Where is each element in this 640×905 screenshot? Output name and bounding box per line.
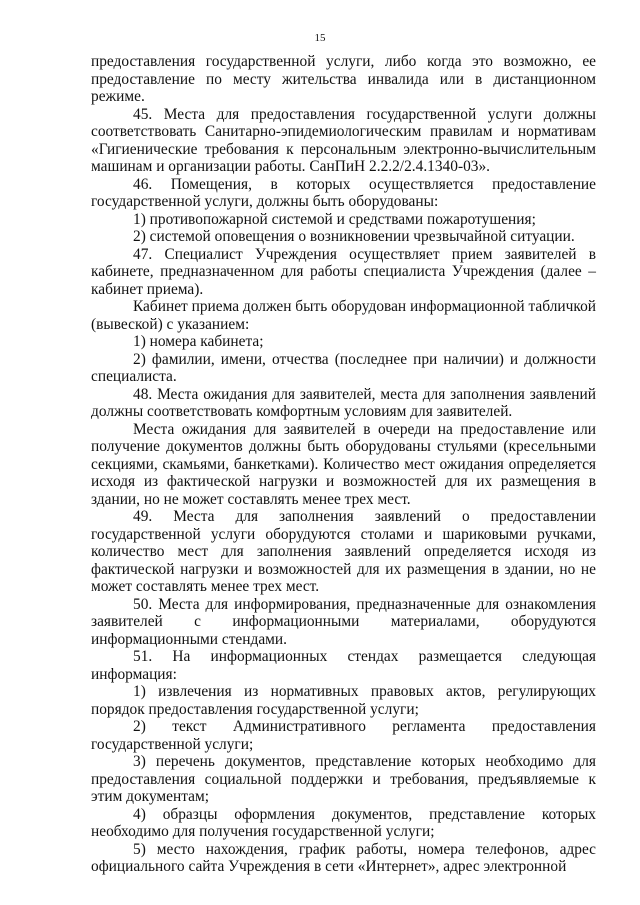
paragraph: 4) образцы оформления документов, представление которых необходимо для получения государственной услуги;: [91, 805, 596, 840]
paragraph: 5) место нахождения, график работы, номера телефонов, адрес официального сайта Учреждения в сети «Интернет», адрес электронной: [91, 840, 596, 875]
paragraph: 1) номера кабинета;: [133, 333, 264, 350]
paragraph: 46. Помещения, в которых осуществляется предоставление государственной услуги, должны быть оборудованы:: [91, 175, 596, 210]
paragraph: Места ожидания для заявителей в очереди на предоставление или получение документов должны быть оборудованы стульями (кресельными секциями, скамьями, банкетками). Количество мест ожидания определяется исходя из фактической нагрузки и возможностей для их размещения в здании, но не может составлять менее трех мест.: [91, 420, 596, 508]
paragraph: 47. Специалист Учреждения осуществляет прием заявителей в кабинете, предназначенном для работы специалиста Учреждения (далее – кабинет приема).: [91, 245, 596, 298]
page-number: 15: [314, 32, 326, 44]
paragraph: 48. Места ожидания для заявителей, места для заполнения заявлений должны соответствовать комфортным условиям для заявителей.: [91, 385, 596, 420]
paragraph: 51. На информационных стендах размещается следующая информация:: [91, 648, 596, 683]
paragraph: 50. Места для информирования, предназначенные для ознакомления заявителей с информационными материалами, оборудуются информационными стендами.: [91, 595, 596, 648]
paragraph: 3) перечень документов, представление которых необходимо для предоставления социальной поддержки и требования, предъявляемые к этим документам;: [91, 753, 596, 805]
paragraph: 1) извлечения из нормативных правовых актов, регулирующих порядок предоставления государственной услуги;: [91, 683, 596, 718]
paragraph: 2) фамилии, имени, отчества (последнее при наличии) и должности специалиста.: [91, 350, 596, 385]
paragraph: предоставления государственной услуги, либо когда это возможно, ее предоставление по месту жительства инвалида или в дистанционном режиме.: [91, 53, 596, 105]
paragraph: 2) текст Административного регламента предоставления государственной услуги;: [91, 718, 596, 753]
document-body: [91, 53, 596, 876]
paragraph: 45. Места для предоставления государственной услуги должны соответствовать Санитарно-эпидемиологическим правилам и нормативам «Гигиенические требования к персональным электронно-вычислительным машинам и организации работы. СанПиН 2.2.2/2.4.1340-03».: [91, 105, 596, 175]
paragraph: 49. Места для заполнения заявлений о предоставлении государственной услуги оборудуются столами и шариковыми ручками, количество мест для заполнения заявлений определяется исходя из фактической нагрузки и возможностей для их размещения в здании, но не может составлять менее трех мест.: [91, 508, 596, 595]
paragraph: Кабинет приема должен быть оборудован информационной табличкой (вывеской) с указанием:: [91, 298, 596, 333]
paragraph: 1) противопожарной системой и средствами пожаротушения;: [133, 210, 536, 228]
paragraph: 2) системой оповещения о возникновении чрезвычайной ситуации.: [133, 228, 575, 245]
